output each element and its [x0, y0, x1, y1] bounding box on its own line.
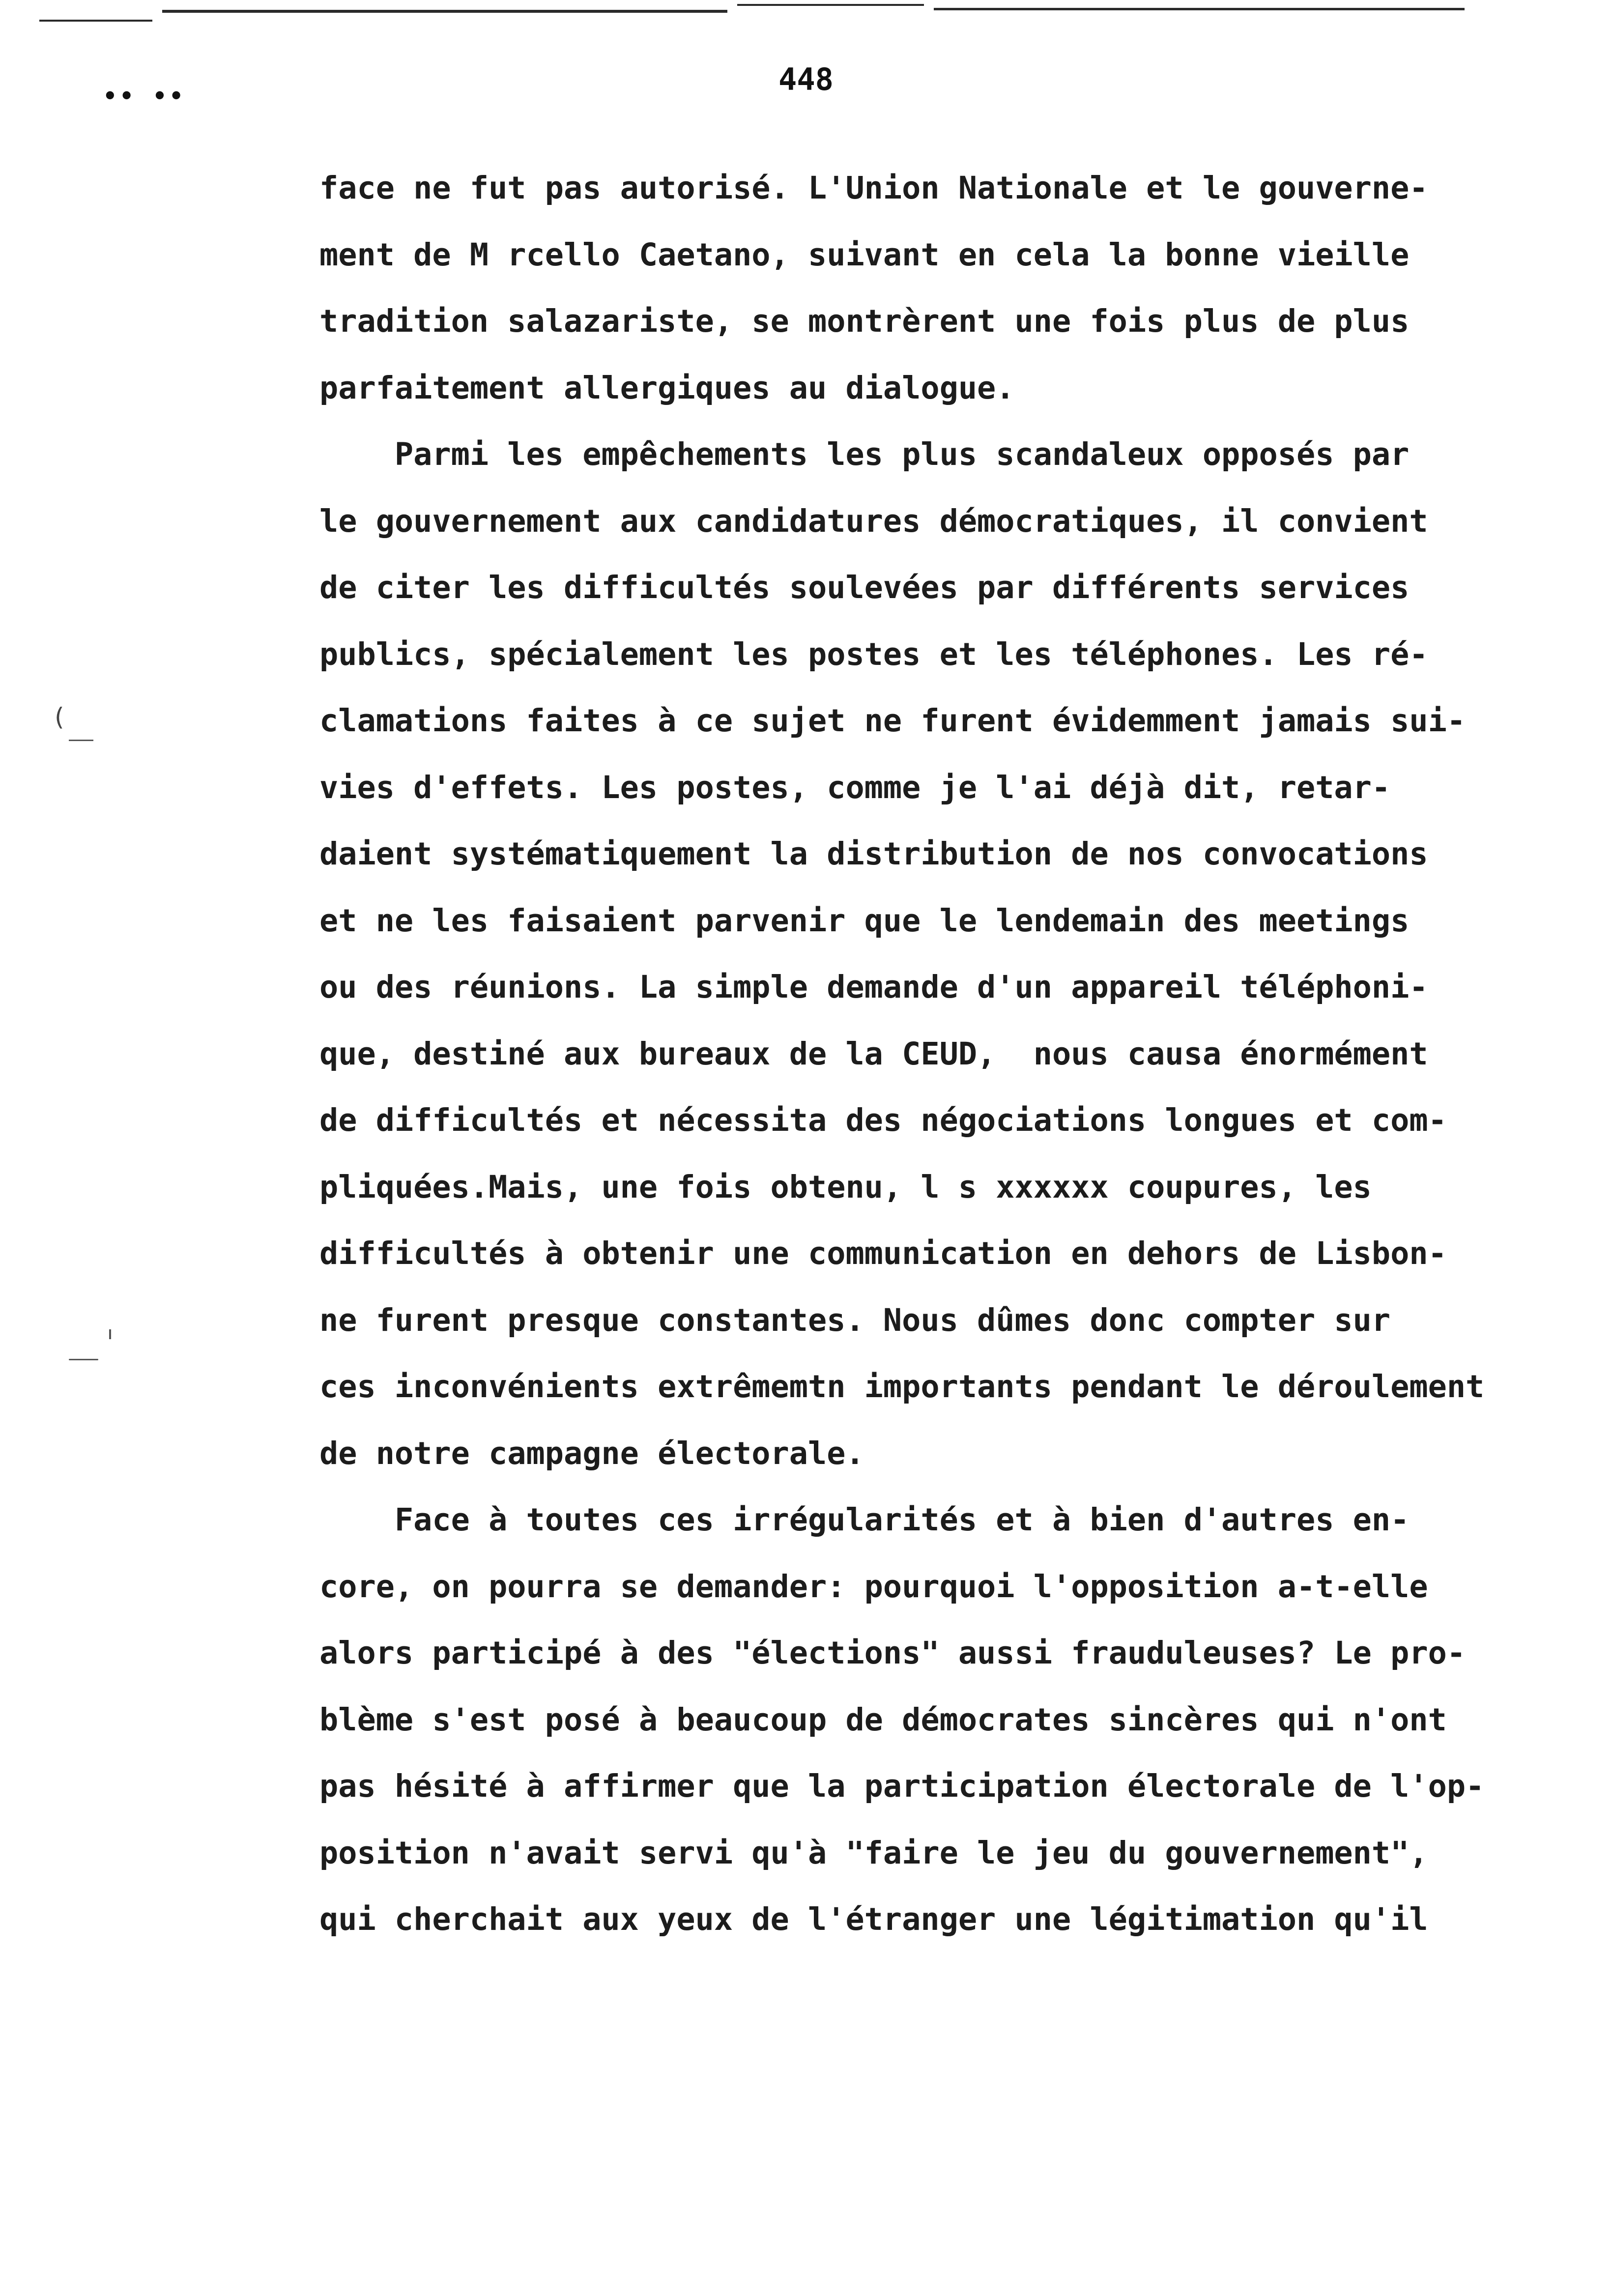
typewritten-body [319, 155, 1578, 1953]
text-line: de notre campagne électorale. [319, 1435, 864, 1471]
text-line: face ne fut pas autorisé. L'Union Nationale et le gouverne- [319, 170, 1428, 206]
text-line: le gouvernement aux candidatures démocratiques, il convient [319, 502, 1428, 539]
top-rule [162, 10, 727, 13]
margin-pencil-mark [109, 1329, 111, 1339]
text-line: que, destiné aux bureaux de la CEUD, nous causa énormément [319, 1035, 1428, 1072]
text-line: Parmi les empêchements les plus scandaleux opposés par [319, 436, 1410, 472]
text-line: et ne les faisaient parvenir que le lendemain des meetings [319, 902, 1410, 939]
text-line: daient systématiquement la distribution de nos convocations [319, 835, 1428, 872]
text-line: clamations faites à ce sujet ne furent évidemment jamais sui- [319, 702, 1466, 739]
margin-pencil-mark [69, 740, 93, 741]
text-line: difficultés à obtenir une communication en dehors de Lisbon- [319, 1235, 1447, 1271]
text-line: de citer les difficultés soulevées par différents services [319, 569, 1410, 605]
text-line: publics, spécialement les postes et les téléphones. Les ré- [319, 635, 1428, 672]
text-line: ou des réunions. La simple demande d'un appareil téléphoni- [319, 969, 1428, 1005]
text-line: parfaitement allergiques au dialogue. [319, 369, 1015, 406]
text-line: tradition salazariste, se montrèrent une fois plus de plus [319, 303, 1410, 339]
text-line: ces inconvénients extrêmemtn importants pendant le déroulement [319, 1368, 1485, 1405]
text-line: qui cherchait aux yeux de l'étranger une légitimation qu'il [319, 1901, 1428, 1937]
text-line: ment de M rcello Caetano, suivant en cela la bonne vieille [319, 236, 1410, 273]
top-rule [737, 4, 924, 6]
text-line: core, on pourra se demander: pourquoi l'opposition a-t-elle [319, 1568, 1428, 1605]
page-number: 448 [778, 61, 834, 97]
text-line: ne furent presque constantes. Nous dûmes donc compter sur [319, 1301, 1391, 1338]
text-line: pliquées.Mais, une fois obtenu, l s xxxxxx coupures, les [319, 1168, 1372, 1205]
corner-mark: •• •• [103, 83, 186, 109]
top-rule [39, 20, 152, 22]
text-line: de difficultés et nécessita des négociations longues et com- [319, 1102, 1447, 1138]
margin-pencil-mark: ( [52, 703, 67, 731]
text-line: position n'avait servi qu'à "faire le jeu du gouvernement", [319, 1834, 1428, 1871]
margin-pencil-mark [69, 1359, 98, 1360]
top-rule [934, 8, 1465, 10]
text-line: blème s'est posé à beaucoup de démocrates sincères qui n'ont [319, 1701, 1447, 1738]
text-line: alors participé à des "élections" aussi frauduleuses? Le pro- [319, 1635, 1466, 1671]
text-line: pas hésité à affirmer que la participation électorale de l'op- [319, 1768, 1485, 1804]
text-line: Face à toutes ces irrégularités et à bien d'autres en- [319, 1501, 1410, 1538]
text-line: vies d'effets. Les postes, comme je l'ai déjà dit, retar- [319, 769, 1391, 805]
